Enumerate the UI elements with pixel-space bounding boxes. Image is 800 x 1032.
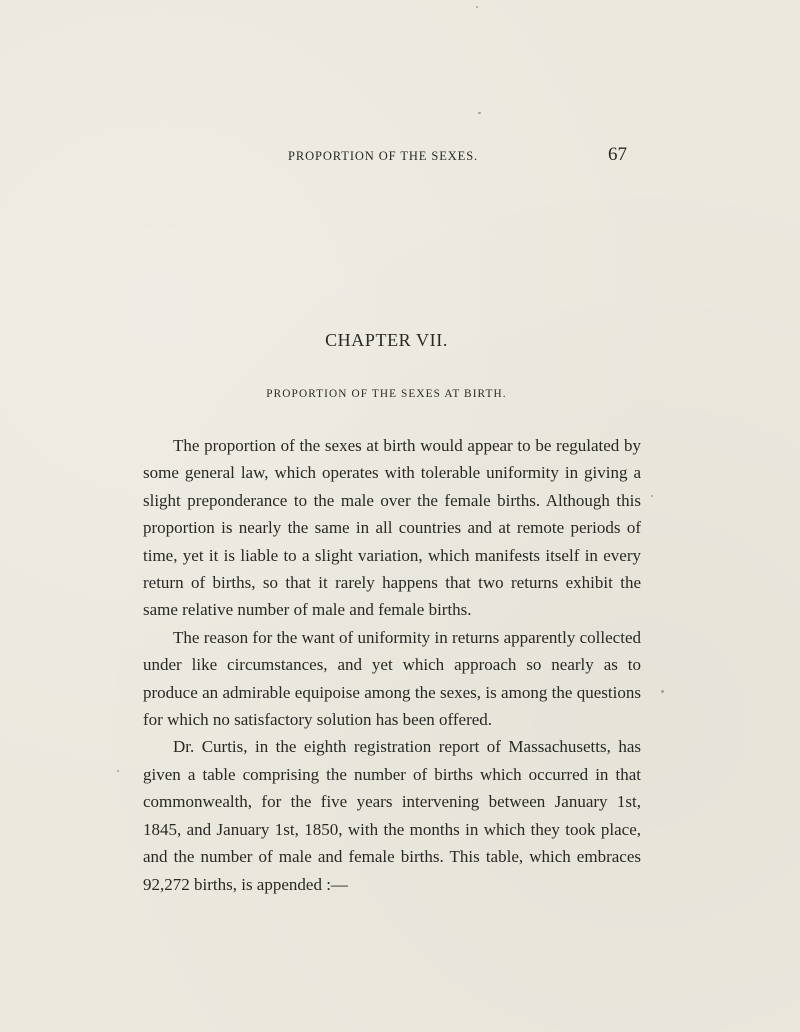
chapter-title: CHAPTER VII.: [325, 330, 448, 350]
paper-speck: [478, 112, 481, 114]
chapter-subtitle: PROPORTION OF THE SEXES AT BIRTH.: [266, 388, 507, 400]
paragraph: Dr. Curtis, in the eighth registration report of Massachusetts, has given a table comprising the number of births which occurred in that commonwealth, for the five years intervening between January 1st, 1845, and January 1st, 1850, with the months in which they took place, and the number of male and female births. This table, which embraces 92,272 births, is appended :—: [143, 737, 641, 894]
body-text: [143, 432, 641, 898]
paper-speck: [651, 495, 653, 497]
paragraph: The proportion of the sexes at birth would appear to be regulated by some general law, which operates with tolerable uniformity in giving a slight preponderance to the male over the female births. Although this proportion is nearly the same in all countries and at remote periods of time, yet it is liable to a slight variation, which manifests itself in every return of births, so that it rarely happens that two returns exhibit the same relative number of male and female births.: [143, 436, 641, 620]
paper-speck: [476, 6, 478, 8]
paper-speck: [661, 690, 664, 693]
paper-speck: [117, 770, 119, 772]
running-head: [0, 146, 800, 166]
running-title: PROPORTION OF THE SEXES.: [288, 149, 479, 163]
paragraph: The reason for the want of uniformity in returns apparently collected under like circumstances, and yet which approach so nearly as to produce an admirable equipoise among the sexes, is among the questions for which no satisfactory solution has been offered.: [143, 627, 641, 730]
page-number: 67: [608, 144, 627, 165]
